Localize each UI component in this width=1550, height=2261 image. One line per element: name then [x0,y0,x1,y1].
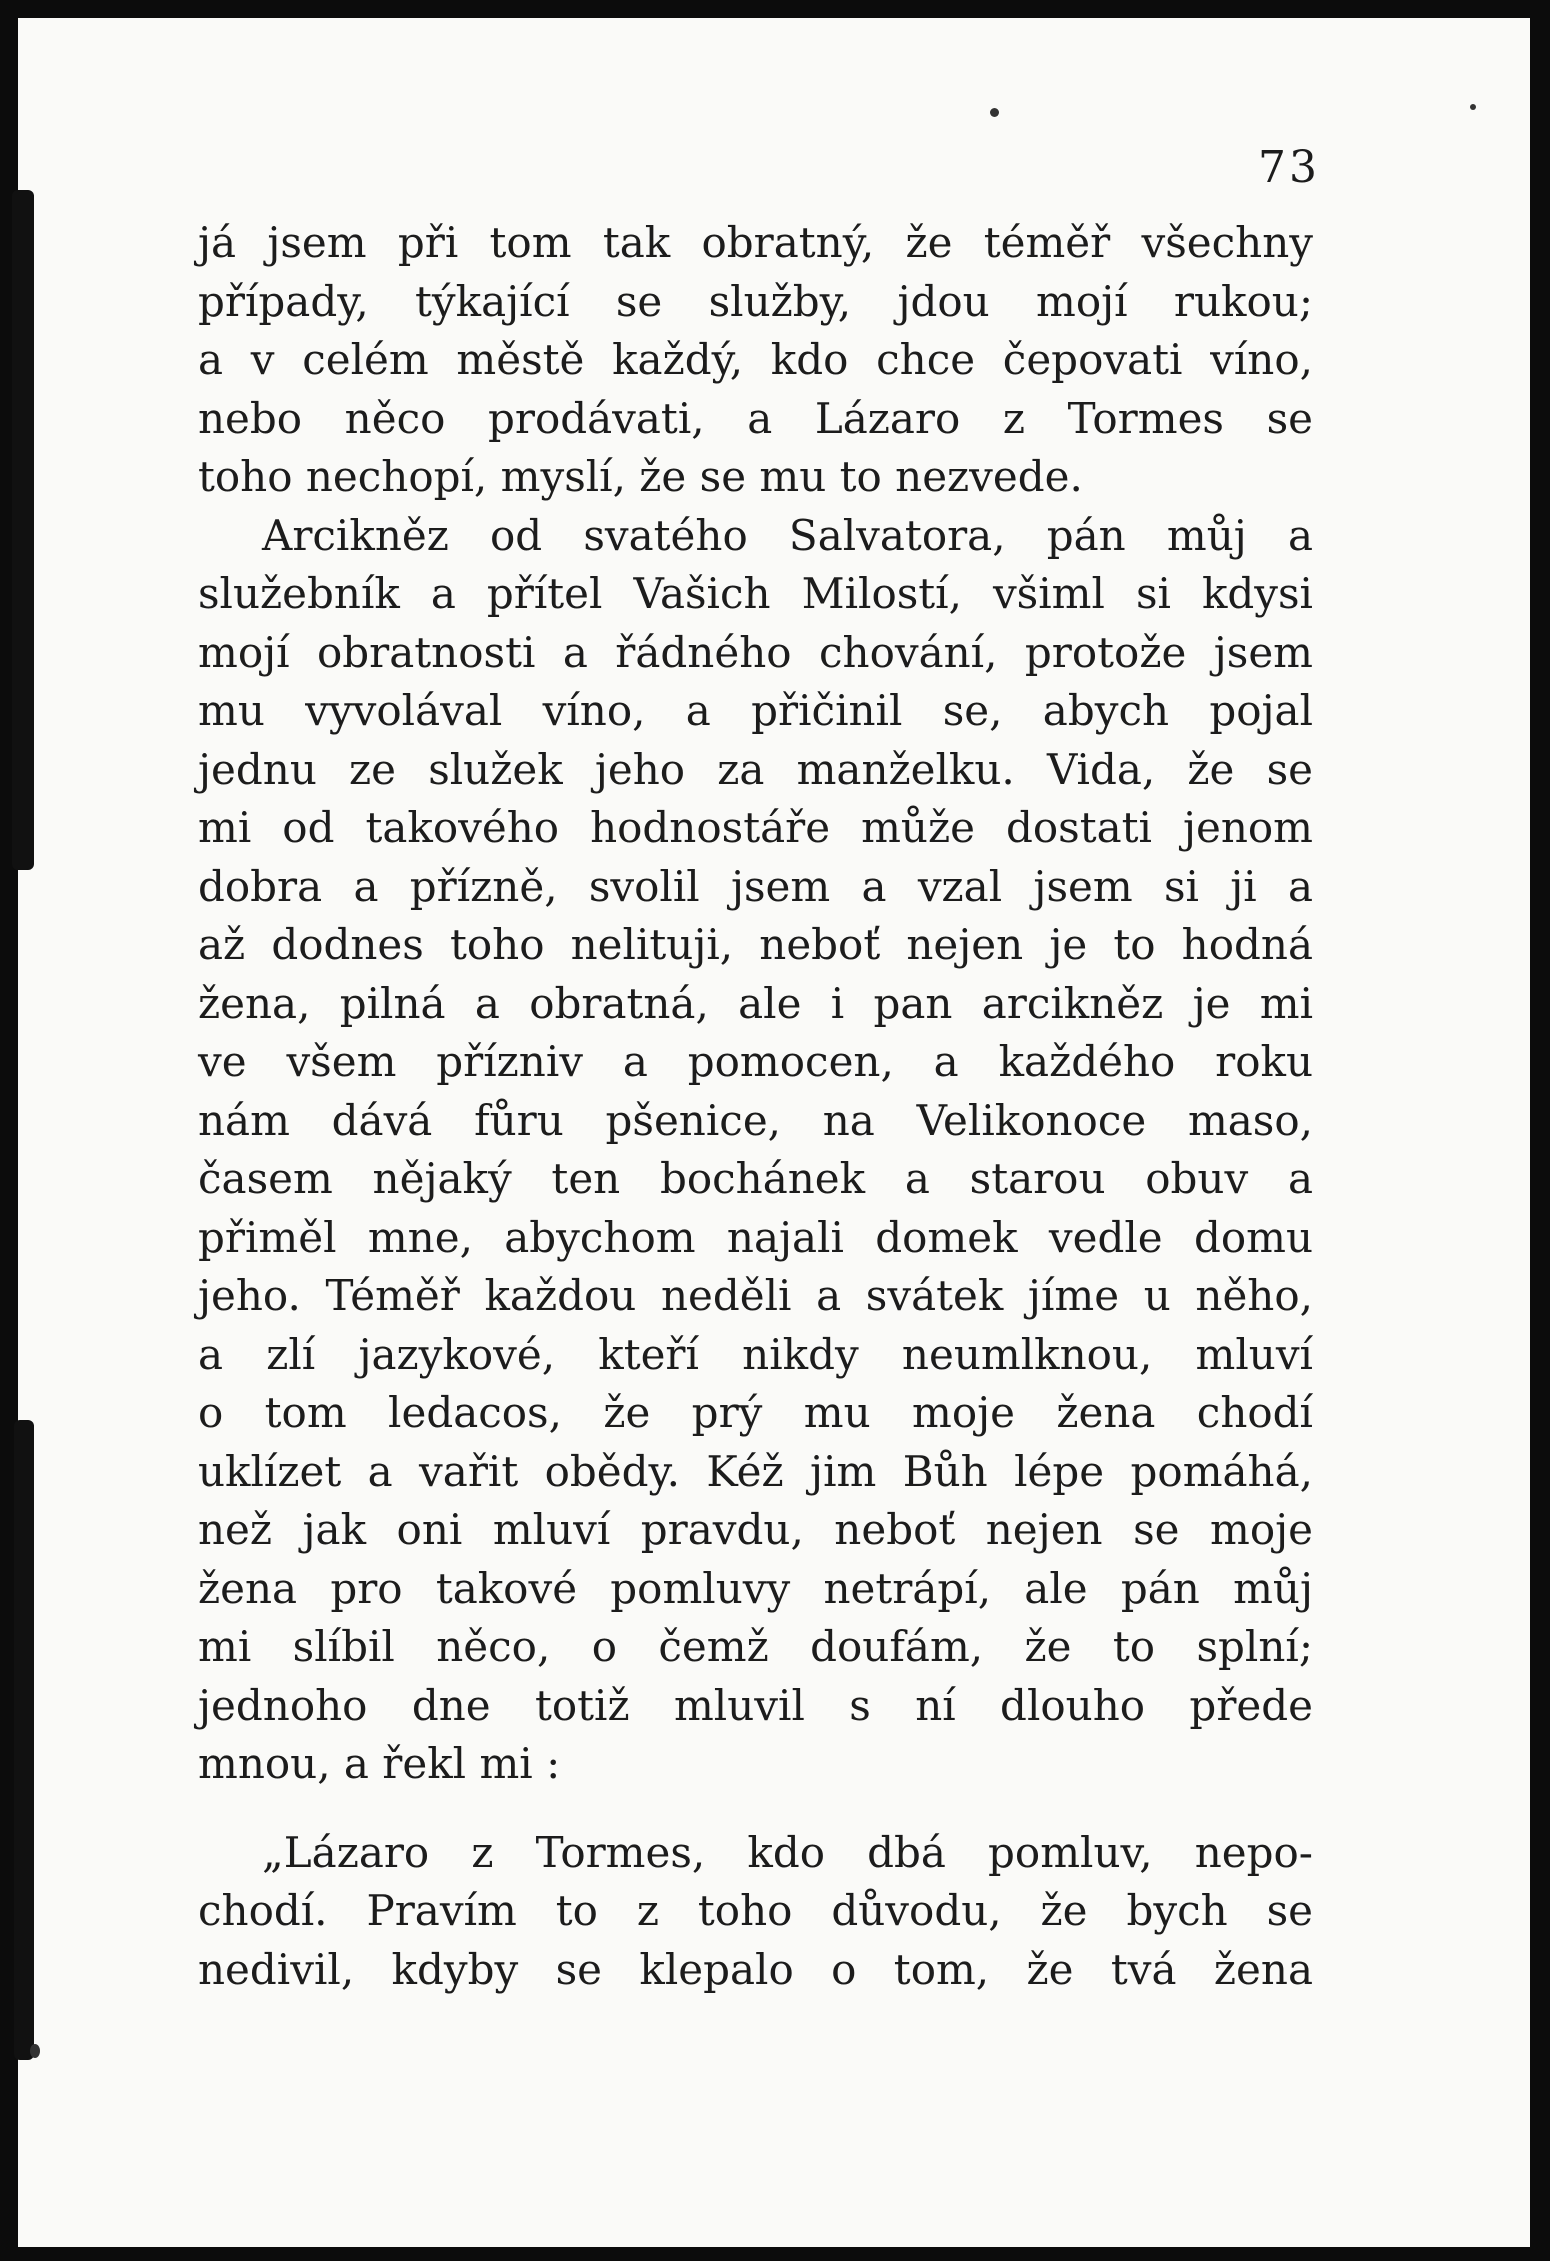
scan-speck [990,108,999,117]
text-line: o tom ledacos, že prý mu moje žena chodí [198,1388,1313,1437]
text-line: Arcikněz od svatého Salvatora, pán můj a [262,510,1313,560]
text-line: případy, týkající se služby, jdou mojí rukou; [198,276,1313,326]
paragraph [198,1824,1313,2000]
text-line: já jsem při tom tak obratný, že téměř všechny [198,218,1313,267]
page-number: 73 [1258,142,1320,193]
text-line: a zlí jazykové, kteří nikdy neumlknou, mluví [198,1329,1313,1379]
binding-mark [12,190,34,870]
body-text [198,214,1313,1999]
scan-border-top [0,0,1550,18]
text-line: mi od takového hodnostáře může dostati jenom [198,803,1313,852]
text-line: přiměl mne, abychom najali domek vedle domu [198,1212,1313,1262]
text-line: nedivil, kdyby se klepalo o tom, že tvá žena [198,1944,1313,1994]
text-line: žena, pilná a obratná, ale i pan arcikněz je mi [198,978,1313,1028]
scan-speck [30,2044,40,2058]
text-line: dobra a přízně, svolil jsem a vzal jsem si ji a [198,861,1313,911]
text-line: mi slíbil něco, o čemž doufám, že to splní; [198,1622,1313,1671]
text-line: žena pro takové pomluvy netrápí, ale pán můj [198,1563,1313,1613]
paragraph [198,214,1313,507]
scan-border-right [1530,0,1550,2261]
text-line: toho nechopí, myslí, že se mu to nezvede. [198,452,1083,501]
text-line: jednoho dne totiž mluvil s ní dlouho přede [198,1680,1313,1730]
text-line: a v celém městě každý, kdo chce čepovati víno, [198,335,1313,384]
text-line: jednu ze služek jeho za manželku. Vida, že se [198,744,1313,794]
paragraph [198,507,1313,1794]
text-line: než jak oni mluví pravdu, neboť nejen se moje [198,1505,1313,1554]
scan-speck [1470,104,1476,110]
text-line: chodí. Pravím to z toho důvodu, že bych se [198,1886,1313,1935]
text-line: ve všem přízniv a pomocen, a každého roku [198,1037,1313,1086]
text-line: služebník a přítel Vašich Milostí, všiml si kdysi [198,569,1313,618]
text-line: mnou, a řekl mi : [198,1739,561,1788]
text-line: mojí obratnosti a řádného chování, protože jsem [198,627,1313,677]
scan-border-bottom [0,2247,1550,2261]
text-line: časem nějaký ten bochánek a starou obuv a [198,1154,1313,1203]
text-line: mu vyvolával víno, a přičinil se, abych pojal [198,686,1313,735]
text-line: nebo něco prodávati, a Lázaro z Tormes se [198,393,1313,443]
binding-mark [14,1420,34,2060]
text-line: „Lázaro z Tormes, kdo dbá pomluv, nepo- [262,1827,1313,1877]
text-line: uklízet a vařit obědy. Kéž jim Bůh lépe pomáhá, [198,1446,1313,1496]
text-line: až dodnes toho nelituji, neboť nejen je to hodná [198,920,1313,969]
text-line: jeho. Téměř každou neděli a svátek jíme u něho, [198,1271,1313,1320]
paragraph-gap [198,1794,1313,1824]
text-line: nám dává fůru pšenice, na Velikonoce maso, [198,1095,1313,1145]
